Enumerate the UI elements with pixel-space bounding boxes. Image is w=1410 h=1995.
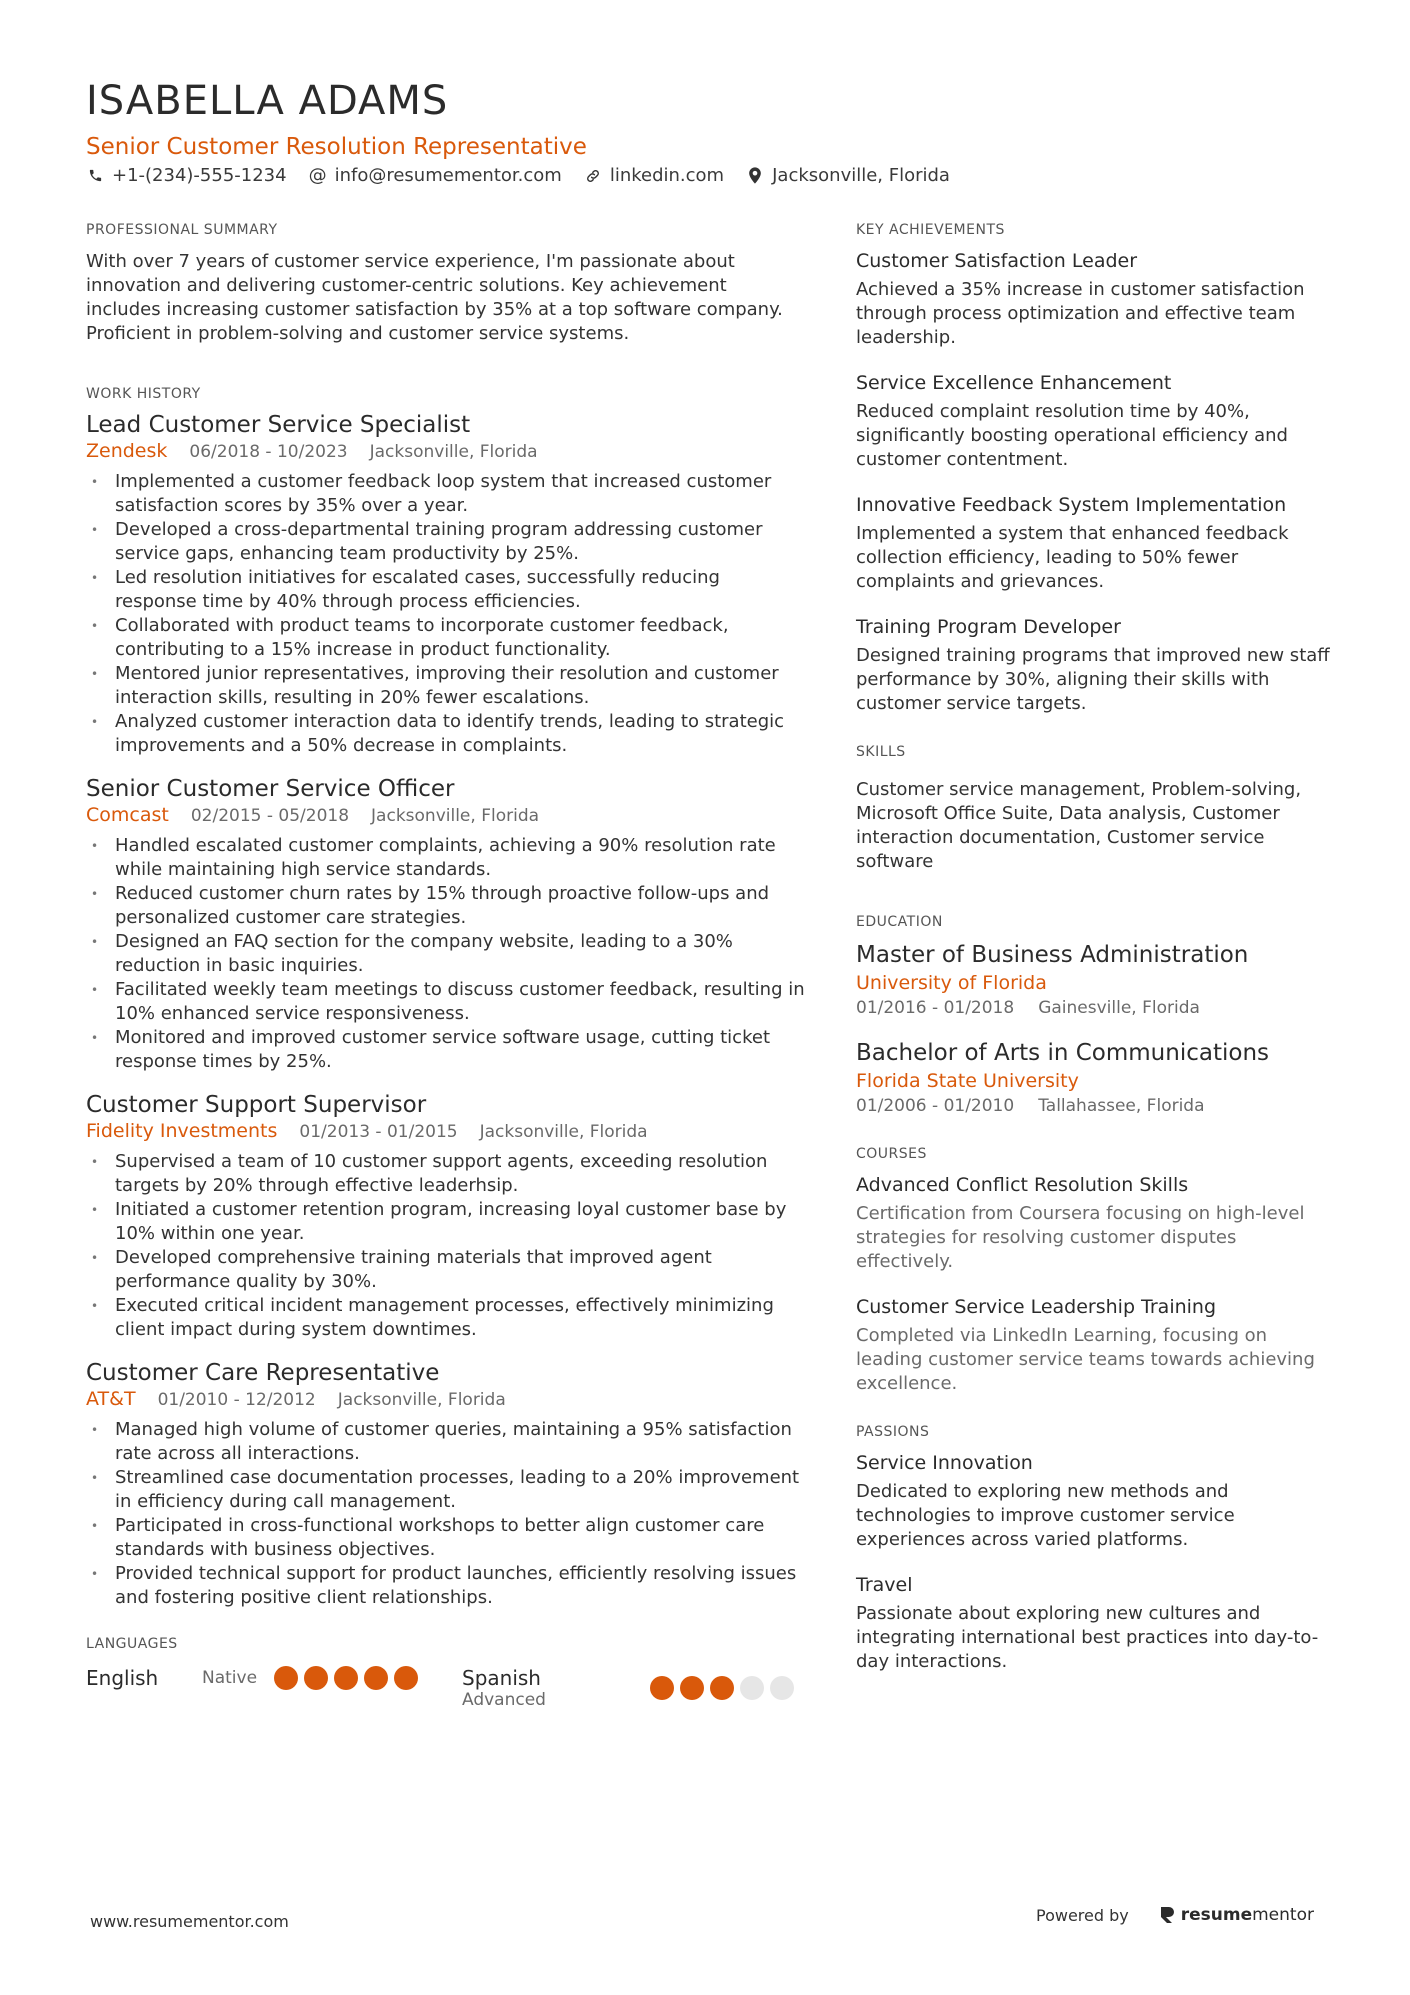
right-column xyxy=(856,222,1336,1696)
job-bullet: • Mentored junior representatives, improving their resolution and customer interaction skills, resulting in 20% fewer escalations. xyxy=(86,662,806,710)
rating-dot-filled xyxy=(394,1666,418,1690)
contact-bar xyxy=(86,165,972,186)
rating-dot-filled xyxy=(650,1676,674,1700)
brand-mark-icon xyxy=(1159,1906,1175,1924)
language-rating xyxy=(274,1666,424,1690)
course-desc: Certification from Coursera focusing on high-level strategies for resolving customer disputes effectively. xyxy=(856,1203,1305,1272)
job-company: AT&T xyxy=(86,1388,136,1410)
passion-title: Travel xyxy=(856,1574,913,1596)
job-meta xyxy=(86,1388,806,1410)
skills-heading: SKILLS xyxy=(856,744,906,760)
language-list xyxy=(86,1666,806,1710)
contact-phone[interactable] xyxy=(86,165,287,186)
job-bullet-list xyxy=(86,834,806,1074)
achievement-list xyxy=(856,250,1336,716)
job-bullet: • Executed critical incident management processes, effectively minimizing client impact during system downtimes. xyxy=(86,1294,806,1342)
work-history-heading: WORK HISTORY xyxy=(86,386,201,402)
footer-website-link[interactable]: www.resumementor.com xyxy=(90,1912,289,1931)
location-pin-icon xyxy=(746,167,764,185)
brand-name-light: mentor xyxy=(1252,1905,1314,1925)
job-location: Jacksonville, Florida xyxy=(337,1390,506,1410)
education-school: University of Florida xyxy=(856,972,1047,994)
skills-text: Customer service management, Problem-solving, Microsoft Office Suite, Data analysis, Customer interaction documentation, Customer service software xyxy=(856,779,1302,872)
contact-email[interactable] xyxy=(309,165,562,186)
achievements-heading: KEY ACHIEVEMENTS xyxy=(856,222,1005,238)
job-bullet-list xyxy=(86,1418,806,1610)
course-item xyxy=(856,1174,1336,1274)
job-bullet: • Initiated a customer retention program, increasing loyal customer base by 10% within one year. xyxy=(86,1198,806,1246)
summary-heading: PROFESSIONAL SUMMARY xyxy=(86,222,278,238)
achievement-desc: Designed training programs that improved new staff performance by 30%, aligning their skills with customer service targets. xyxy=(856,645,1330,714)
course-title: Advanced Conflict Resolution Skills xyxy=(856,1174,1189,1196)
job-list xyxy=(86,412,806,1610)
phone-icon xyxy=(86,167,104,185)
summary-text: With over 7 years of customer service experience, I'm passionate about innovation and delivering customer-centric solutions. Key achievement includes increasing customer satisfaction by 35% at a top software company. Proficient in problem-solving and customer service systems. xyxy=(86,251,783,344)
email-text: info@resumementor.com xyxy=(334,165,562,186)
rating-dot-filled xyxy=(334,1666,358,1690)
achievement-title: Innovative Feedback System Implementation xyxy=(856,494,1287,516)
education-location: Tallahassee, Florida xyxy=(1038,1096,1205,1116)
rating-dot-empty xyxy=(740,1676,764,1700)
rating-dot-filled xyxy=(710,1676,734,1700)
contact-linkedin[interactable] xyxy=(584,165,724,186)
job-title: Customer Support Supervisor xyxy=(86,1092,427,1118)
passion-desc: Dedicated to exploring new methods and technologies to improve customer service experiences across varied platforms. xyxy=(856,1481,1235,1550)
job-bullet-list xyxy=(86,470,806,758)
courses-section xyxy=(856,1146,1336,1396)
course-list xyxy=(856,1174,1336,1396)
education-degree: Master of Business Administration xyxy=(856,942,1249,968)
education-dates: 01/2016 - 01/2018 xyxy=(856,998,1015,1018)
job-dates: 01/2010 - 12/2012 xyxy=(157,1390,316,1410)
achievement-title: Customer Satisfaction Leader xyxy=(856,250,1138,272)
brand-name-bold: resume xyxy=(1180,1905,1253,1925)
rating-dot-filled xyxy=(680,1676,704,1700)
job-entry xyxy=(86,412,806,758)
passion-list xyxy=(856,1452,1336,1674)
job-location: Jacksonville, Florida xyxy=(371,806,540,826)
at-icon: @ xyxy=(308,165,327,186)
education-item xyxy=(856,942,1336,1018)
link-icon xyxy=(584,167,602,185)
language-level: Native xyxy=(202,1668,258,1688)
job-bullet: • Facilitated weekly team meetings to discuss customer feedback, resulting in 10% enhanced service responsiveness. xyxy=(86,978,806,1026)
achievement-item xyxy=(856,372,1336,472)
powered-by-label: Powered by xyxy=(1036,1905,1129,1925)
job-location: Jacksonville, Florida xyxy=(369,442,538,462)
job-bullet: • Supervised a team of 10 customer support agents, exceeding resolution targets by 20% through effective leaderhsip. xyxy=(86,1150,806,1198)
education-item xyxy=(856,1040,1336,1116)
education-list xyxy=(856,942,1336,1116)
language-name: English xyxy=(86,1666,159,1690)
language-level: Advanced xyxy=(462,1690,546,1710)
phone-text: +1-(234)-555-1234 xyxy=(112,165,287,186)
location-text: Jacksonville, Florida xyxy=(772,165,950,186)
rating-dot-empty xyxy=(770,1676,794,1700)
education-heading: EDUCATION xyxy=(856,914,943,930)
job-title: Lead Customer Service Specialist xyxy=(86,412,471,438)
summary-section xyxy=(86,222,806,346)
achievements-section xyxy=(856,222,1336,716)
passion-title: Service Innovation xyxy=(856,1452,1033,1474)
contact-location xyxy=(746,165,950,186)
achievement-item xyxy=(856,616,1336,716)
education-degree: Bachelor of Arts in Communications xyxy=(856,1040,1270,1066)
passions-section xyxy=(856,1424,1336,1674)
course-item xyxy=(856,1296,1336,1396)
passion-desc: Passionate about exploring new cultures and integrating international best practices into day-to-day interactions. xyxy=(856,1603,1319,1672)
job-bullet: • Designed an FAQ section for the company website, leading to a 30% reduction in basic inquiries. xyxy=(86,930,806,978)
languages-section xyxy=(86,1636,806,1710)
job-title: Customer Care Representative xyxy=(86,1360,440,1386)
job-entry xyxy=(86,1360,806,1610)
job-bullet: • Participated in cross-functional workshops to better align customer care standards with business objectives. xyxy=(86,1514,806,1562)
education-dates: 01/2006 - 01/2010 xyxy=(856,1096,1015,1116)
job-bullet: • Collaborated with product teams to incorporate customer feedback, contributing to a 15% increase in product functionality. xyxy=(86,614,806,662)
language-text-group xyxy=(462,1666,650,1710)
education-meta xyxy=(856,998,1336,1018)
language-rating xyxy=(650,1676,800,1700)
passions-heading: PASSIONS xyxy=(856,1424,930,1440)
education-school: Florida State University xyxy=(856,1070,1079,1092)
job-meta xyxy=(86,1120,806,1142)
language-name: Spanish xyxy=(462,1666,541,1690)
left-column xyxy=(86,222,806,1710)
candidate-name: ISABELLA ADAMS xyxy=(86,78,449,124)
candidate-title: Senior Customer Resolution Representative xyxy=(86,134,587,160)
job-location: Jacksonville, Florida xyxy=(479,1122,648,1142)
job-dates: 02/2015 - 05/2018 xyxy=(190,806,350,826)
job-bullet: • Analyzed customer interaction data to identify trends, leading to strategic improvements and a 50% decrease in complaints. xyxy=(86,710,806,758)
achievement-desc: Reduced complaint resolution time by 40%, significantly boosting operational efficiency and customer contentment. xyxy=(856,401,1288,470)
job-bullet-list xyxy=(86,1150,806,1342)
languages-heading: LANGUAGES xyxy=(86,1636,178,1652)
work-history-section xyxy=(86,386,806,1610)
job-title: Senior Customer Service Officer xyxy=(86,776,455,802)
achievement-desc: Achieved a 35% increase in customer satisfaction through process optimization and effective team leadership. xyxy=(856,279,1305,348)
skills-section xyxy=(856,744,1336,874)
achievement-desc: Implemented a system that enhanced feedback collection efficiency, leading to 50% fewer complaints and grievances. xyxy=(856,523,1289,592)
job-bullet: • Provided technical support for product launches, efficiently resolving issues and fostering positive client relationships. xyxy=(86,1562,806,1610)
job-company: Zendesk xyxy=(86,440,168,462)
job-company: Comcast xyxy=(86,804,169,826)
job-bullet: • Led resolution initiatives for escalated cases, successfully reducing response time by 40% through process efficiencies. xyxy=(86,566,806,614)
passion-item xyxy=(856,1574,1336,1674)
achievement-item xyxy=(856,494,1336,594)
job-bullet: • Streamlined case documentation processes, leading to a 20% improvement in efficiency during call management. xyxy=(86,1466,806,1514)
rating-dot-filled xyxy=(364,1666,388,1690)
rating-dot-filled xyxy=(304,1666,328,1690)
linkedin-text: linkedin.com xyxy=(609,165,725,186)
achievement-item xyxy=(856,250,1336,350)
job-dates: 06/2018 - 10/2023 xyxy=(189,442,348,462)
job-entry xyxy=(86,1092,806,1342)
education-meta xyxy=(856,1096,1336,1116)
job-company: Fidelity Investments xyxy=(86,1120,278,1142)
job-dates: 01/2013 - 01/2015 xyxy=(299,1122,458,1142)
passion-item xyxy=(856,1452,1336,1552)
job-meta xyxy=(86,804,806,826)
brand-logo[interactable] xyxy=(1159,1905,1314,1925)
language-item xyxy=(86,1666,462,1690)
achievement-title: Training Program Developer xyxy=(856,616,1121,638)
courses-heading: COURSES xyxy=(856,1146,927,1162)
job-bullet: • Developed a cross-departmental training program addressing customer service gaps, enhancing team productivity by 25%. xyxy=(86,518,806,566)
job-bullet: • Implemented a customer feedback loop system that increased customer satisfaction scores by 35% over a year. xyxy=(86,470,806,518)
education-section xyxy=(856,914,1336,1116)
course-title: Customer Service Leadership Training xyxy=(856,1296,1217,1318)
job-bullet: • Managed high volume of customer queries, maintaining a 95% satisfaction rate across all interactions. xyxy=(86,1418,806,1466)
job-meta xyxy=(86,440,806,462)
achievement-title: Service Excellence Enhancement xyxy=(856,372,1172,394)
job-bullet: • Handled escalated customer complaints, achieving a 90% resolution rate while maintaining high service standards. xyxy=(86,834,806,882)
education-location: Gainesville, Florida xyxy=(1038,998,1200,1018)
job-bullet: • Monitored and improved customer service software usage, cutting ticket response times by 25%. xyxy=(86,1026,806,1074)
language-item xyxy=(462,1666,800,1710)
footer-branding xyxy=(1036,1905,1314,1925)
course-desc: Completed via LinkedIn Learning, focusing on leading customer service teams towards achieving excellence. xyxy=(856,1325,1315,1394)
job-bullet: • Reduced customer churn rates by 15% through proactive follow-ups and personalized customer care strategies. xyxy=(86,882,806,930)
job-bullet: • Developed comprehensive training materials that improved agent performance quality by 30%. xyxy=(86,1246,806,1294)
job-entry xyxy=(86,776,806,1074)
rating-dot-filled xyxy=(274,1666,298,1690)
